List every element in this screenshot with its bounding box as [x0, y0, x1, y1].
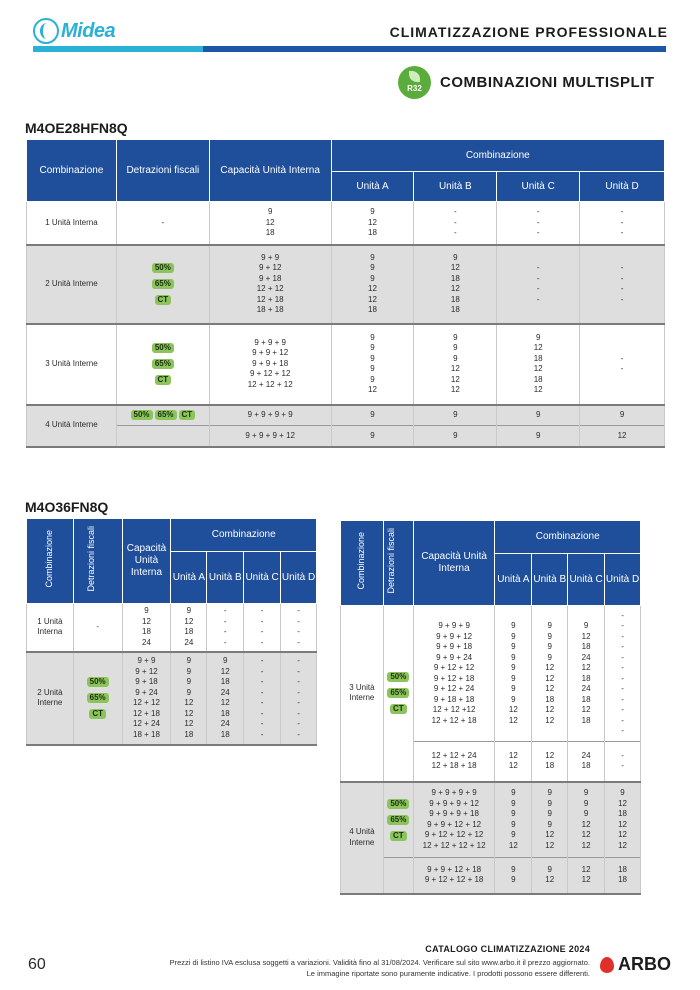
- unit-c-cell: 12 12: [568, 858, 605, 894]
- badge-ct: CT: [179, 410, 196, 420]
- badge-65: 65%: [387, 815, 409, 825]
- badge-ct: CT: [89, 709, 106, 719]
- unit-a-cell: 9 9 9 9 12 12 12 18: [171, 652, 207, 745]
- model-title-1: M4OE28HFN8Q: [25, 120, 128, 136]
- header-divider: [33, 46, 666, 52]
- header-detrazioni-label: Detrazioni fiscali: [386, 528, 397, 594]
- header-capacita: Capacità Unità Interna: [209, 140, 331, 202]
- unit-c-cell: 9 12 18 12 18 12: [497, 324, 580, 405]
- unit-a-cell: 12 12: [495, 742, 532, 782]
- unit-c-cell: - - - -: [497, 245, 580, 324]
- header-unit-a: Unità A: [495, 554, 532, 606]
- header-unit-a: Unità A: [171, 552, 207, 604]
- unit-c-cell: 9 9 9 12 12 12: [568, 782, 605, 858]
- unit-a-cell: 9 9 9 9 9 9 9 9 12 12: [495, 606, 532, 742]
- badges-cell: [383, 606, 413, 782]
- header-combinazione-group: Combinazione: [495, 521, 641, 554]
- header-combinazione-label: Combinazione: [44, 530, 55, 588]
- header-unit-b: Unità B: [207, 552, 244, 604]
- badges-cell: [116, 426, 209, 447]
- row-label: 2 Unità Interne: [27, 245, 117, 324]
- combination-table-3: [340, 520, 641, 895]
- unit-d-cell: - - -: [580, 202, 665, 245]
- combination-table-2: [26, 518, 317, 746]
- badge-50: 50%: [152, 263, 174, 273]
- cap-cell: 9 + 9 9 + 12 9 + 18 9 + 24 12 + 12 12 + 18 12 + 24 18 + 18: [122, 652, 171, 745]
- cap-cell: 9 + 9 + 9 + 12: [209, 426, 331, 447]
- header-unit-b: Unità B: [532, 554, 568, 606]
- midea-logo: [33, 16, 115, 46]
- arbo-logo: [600, 954, 671, 975]
- unit-b-cell: 9 12 18 12 18 18: [414, 245, 497, 324]
- badge-65: 65%: [87, 693, 109, 703]
- badge-ct: CT: [390, 704, 407, 714]
- unit-b-cell: 9: [414, 426, 497, 447]
- badges-cell: [383, 782, 413, 858]
- unit-b-cell: 9 9 9 9 12 12 12 18 12 12: [532, 606, 568, 742]
- badge-50: 50%: [387, 672, 409, 682]
- unit-c-cell: 9: [497, 426, 580, 447]
- badge-65: 65%: [152, 359, 174, 369]
- unit-d-cell: - -: [605, 742, 641, 782]
- cap-cell: 12 + 12 + 24 12 + 18 + 18: [413, 742, 495, 782]
- unit-d-cell: 18 18: [605, 858, 641, 894]
- badges-cell: [116, 324, 209, 405]
- cap-cell: 9 + 9 9 + 12 9 + 18 12 + 12 12 + 18 18 + 18: [209, 245, 331, 324]
- row-label: 3 Unità Interne: [341, 606, 384, 782]
- cap-cell: 9 + 9 + 9 9 + 9 + 12 9 + 9 + 18 9 + 12 + 12 12 + 12 + 12: [209, 324, 331, 405]
- unit-b-cell: 9: [414, 405, 497, 426]
- cap-cell: 9 12 18: [209, 202, 331, 245]
- row-label: 4 Unità Interne: [27, 405, 117, 447]
- unit-a-cell: 9 12 18 24: [171, 604, 207, 652]
- unit-b-cell: 9 12 18 24 12 18 24 18: [207, 652, 244, 745]
- unit-a-cell: 9 9 9 9 9 12: [495, 782, 532, 858]
- unit-b-cell: - - -: [414, 202, 497, 245]
- r32-label: R32: [407, 84, 422, 93]
- row-label: 3 Unità Interne: [27, 324, 117, 405]
- unit-b-cell: 12 18: [532, 742, 568, 782]
- unit-c-cell: 24 18: [568, 742, 605, 782]
- row-label: 1 Unità Interna: [27, 604, 74, 652]
- badge-ct: CT: [390, 831, 407, 841]
- unit-d-cell: - - - - - - - -: [281, 652, 317, 745]
- r32-badge: [398, 66, 431, 99]
- badge-50: 50%: [387, 799, 409, 809]
- unit-a-cell: 9: [331, 405, 414, 426]
- section-title: COMBINAZIONI MULTISPLIT: [440, 74, 655, 91]
- badge-65: 65%: [387, 688, 409, 698]
- leaf-icon: [409, 71, 420, 82]
- unit-d-cell: 12: [580, 426, 665, 447]
- header-combinazione: Combinazione: [27, 140, 117, 202]
- flame-icon: [600, 957, 614, 973]
- cap-cell: 9 + 9 + 9 9 + 9 + 12 9 + 9 + 18 9 + 9 + 24 9 + 12 + 12 9 + 12 + 18 9 + 12 + 24 9 + 18 + 18 12 + 12 +12 12 + 12 + 18: [413, 606, 495, 742]
- row-label: 4 Unità Interne: [341, 782, 384, 894]
- footer-notes: [170, 957, 590, 979]
- detr-cell: -: [73, 604, 122, 652]
- header-detrazioni: [73, 519, 122, 604]
- header-detrazioni: Detrazioni fiscali: [116, 140, 209, 202]
- header-unit-d: Unità D: [605, 554, 641, 606]
- unit-a-cell: 9 9: [495, 858, 532, 894]
- badge-65: 65%: [152, 279, 174, 289]
- header-combinazione: [341, 521, 384, 606]
- unit-c-cell: 9 12 18 24 12 18 24 18 12 18: [568, 606, 605, 742]
- header-detrazioni: [383, 521, 413, 606]
- row-label: 1 Unità Interna: [27, 202, 117, 245]
- unit-b-cell: 9 12: [532, 858, 568, 894]
- badges-cell: [116, 245, 209, 324]
- unit-b-cell: - - - -: [207, 604, 244, 652]
- badge-ct: CT: [155, 375, 172, 385]
- catalog-title: CATALOGO CLIMATIZZAZIONE 2024: [425, 944, 590, 954]
- unit-c-cell: - - - -: [244, 604, 281, 652]
- unit-a-cell: 9: [331, 426, 414, 447]
- unit-c-cell: 9: [497, 405, 580, 426]
- cap-cell: 9 + 9 + 9 + 9 9 + 9 + 9 + 12 9 + 9 + 9 + 18 9 + 9 + 12 + 12 9 + 12 + 12 + 12 12 + 12 + 12 + 12: [413, 782, 495, 858]
- unit-c-cell: - - - - - - - -: [244, 652, 281, 745]
- header-unit-a: Unità A: [331, 172, 414, 202]
- detr-cell: -: [116, 202, 209, 245]
- cap-cell: 9 + 9 + 12 + 18 9 + 12 + 12 + 18: [413, 858, 495, 894]
- header-title: CLIMATIZZAZIONE PROFESSIONALE: [389, 24, 668, 40]
- header-unit-c: Unità C: [568, 554, 605, 606]
- midea-logo-icon: [33, 18, 59, 44]
- badges-cell: [116, 405, 209, 426]
- header-unit-b: Unità B: [414, 172, 497, 202]
- header-unit-c: Unità C: [497, 172, 580, 202]
- unit-d-cell: - -: [580, 324, 665, 405]
- badge-ct: CT: [155, 295, 172, 305]
- combination-table-1: [26, 139, 665, 448]
- unit-d-cell: - - - -: [580, 245, 665, 324]
- header-capacita: Capacità Unità Interna: [122, 519, 171, 604]
- header-combinazione-label: Combinazione: [356, 532, 367, 590]
- header-unit-d: Unità D: [580, 172, 665, 202]
- unit-d-cell: - - - -: [281, 604, 317, 652]
- footer-line-1: Prezzi di listino IVA esclusa soggetti a variazioni. Validità fino al 31/08/2024. Verificare sul sito www.arbo.it il prezzo aggiornato.: [169, 958, 590, 967]
- badges-cell: [73, 652, 122, 745]
- arbo-text: ARBO: [618, 954, 671, 974]
- badges-cell: [383, 858, 413, 894]
- unit-d-cell: - - - - - - - - - - - -: [605, 606, 641, 742]
- unit-b-cell: 9 9 9 9 12 12: [532, 782, 568, 858]
- header-unit-d: Unità D: [281, 552, 317, 604]
- unit-b-cell: 9 9 9 12 12 12: [414, 324, 497, 405]
- model-title-2: M4O36FN8Q: [25, 499, 109, 515]
- cap-cell: 9 + 9 + 9 + 9: [209, 405, 331, 426]
- unit-d-cell: 9: [580, 405, 665, 426]
- unit-a-cell: 9 9 9 9 9 12: [331, 324, 414, 405]
- badge-50: 50%: [131, 410, 153, 420]
- logo-text: Midea: [61, 19, 116, 42]
- header-combinazione: [27, 519, 74, 604]
- unit-c-cell: - - -: [497, 202, 580, 245]
- header-combinazione-group: Combinazione: [331, 140, 664, 172]
- badge-50: 50%: [87, 677, 109, 687]
- badge-50: 50%: [152, 343, 174, 353]
- cap-cell: 9 12 18 24: [122, 604, 171, 652]
- page-number: 60: [28, 956, 46, 973]
- header-unit-c: Unità C: [244, 552, 281, 604]
- badge-65: 65%: [155, 410, 177, 420]
- header-capacita: Capacità Unità Interna: [413, 521, 495, 606]
- header-combinazione-group: Combinazione: [171, 519, 317, 552]
- unit-a-cell: 9 9 9 12 12 18: [331, 245, 414, 324]
- footer-line-2: Le immagine riportate sono puramente indicative. I prodotti possono essere differenti.: [306, 969, 590, 978]
- row-label: 2 Unità Interne: [27, 652, 74, 745]
- unit-d-cell: 9 12 18 12 12 12: [605, 782, 641, 858]
- header-detrazioni-label: Detrazioni fiscali: [85, 526, 96, 592]
- unit-a-cell: 9 12 18: [331, 202, 414, 245]
